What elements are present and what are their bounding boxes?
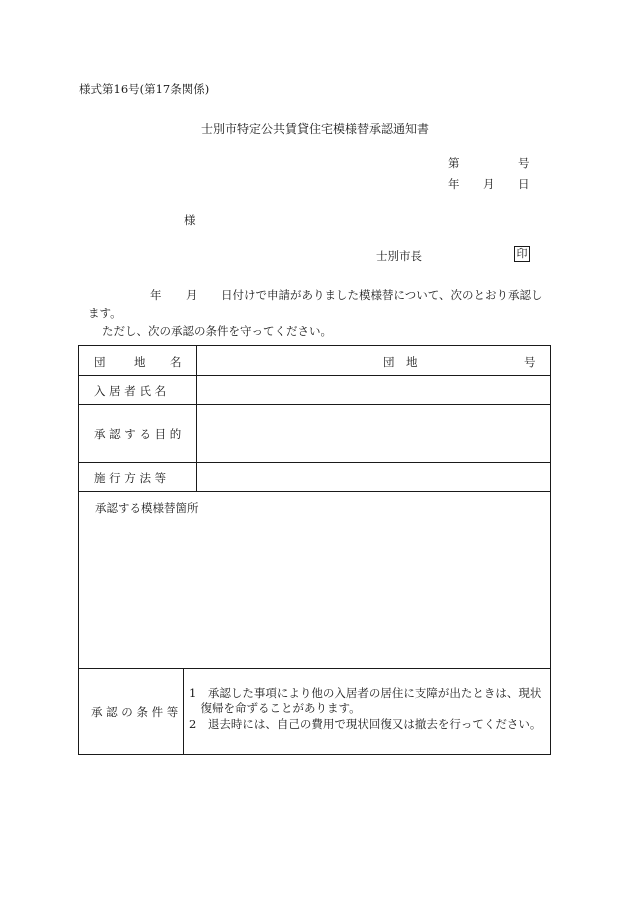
resident-name-label: 入 居 者 氏 名 — [94, 384, 167, 398]
purpose-label: 承 認 す る 目 的 — [94, 427, 182, 441]
number-go: 号 — [518, 156, 530, 170]
row-divider — [79, 375, 550, 376]
row-divider — [79, 668, 550, 669]
body-line1-text: 日付けで申請がありました模様替について、次のとおり承認し — [221, 288, 543, 302]
document-title: 士別市特定公共賃貸住宅模様替承認通知書 — [200, 122, 429, 136]
body-line-3: ただし、次の承認の条件を守ってください。 — [102, 324, 332, 338]
addressee-suffix: 様 — [184, 213, 196, 227]
danchi-value-label: 団 地 — [383, 355, 418, 369]
seal-mark: 印 — [514, 246, 530, 262]
condition-line-2: 復帰を命ずることがあります。 — [189, 701, 361, 715]
row-danchi-label-1: 団 — [94, 355, 106, 369]
row-divider — [79, 462, 550, 463]
issuer-title: 士別市長 — [376, 249, 422, 263]
condition-line-1: 1 承認した事項により他の入居者の居住に支障が出たときは、現状 — [189, 686, 542, 700]
condition-line-3: 2 退去時には、自己の費用で現状回復又は撤去を行ってください。 — [189, 717, 542, 731]
row-danchi-label-3: 名 — [170, 355, 182, 369]
form-number: 様式第16号(第17条関係) — [79, 82, 210, 96]
row-divider — [79, 491, 550, 492]
method-field[interactable] — [203, 470, 543, 484]
modification-area-field[interactable] — [87, 518, 542, 662]
date-year: 年 — [448, 177, 460, 191]
method-label: 施 行 方 法 等 — [94, 471, 167, 485]
approval-table — [78, 345, 551, 755]
body-line-2: ます。 — [88, 306, 122, 320]
column-divider — [196, 346, 197, 491]
conditions-label: 承 認 の 条 件 等 — [91, 705, 179, 719]
danchi-go-label: 号 — [524, 355, 536, 369]
column-divider — [183, 668, 184, 755]
row-divider — [79, 404, 550, 405]
body-month: 月 — [186, 288, 198, 302]
row-danchi-label-2: 地 — [134, 355, 146, 369]
number-dai: 第 — [448, 156, 460, 170]
date-month: 月 — [483, 177, 495, 191]
resident-name-field[interactable] — [203, 383, 543, 397]
body-year: 年 — [150, 288, 162, 302]
date-day: 日 — [518, 177, 530, 191]
modification-area-label: 承認する模様替箇所 — [95, 501, 199, 515]
purpose-field[interactable] — [203, 412, 543, 456]
